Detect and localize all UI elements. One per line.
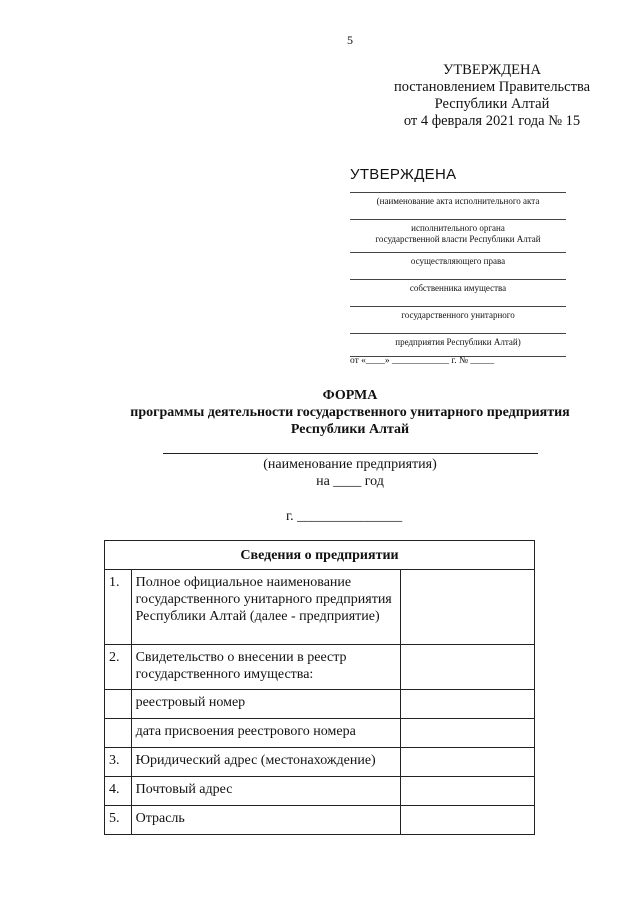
table-row: [105, 690, 535, 719]
row-value-cell[interactable]: [401, 570, 535, 645]
approval-stamp: [372, 62, 612, 130]
signature-caption: (наименование акта исполнительного акта: [350, 192, 566, 209]
row-number: 5.: [105, 806, 132, 835]
enterprise-name-caption-block: [0, 456, 640, 490]
table-row: [105, 806, 535, 835]
row-label: Юридический адрес (местонахождение): [131, 748, 400, 777]
form-subtitle-line-1: программы деятельности государственного унитарного предприятия: [130, 405, 570, 420]
row-value-cell[interactable]: [401, 690, 535, 719]
page-number: 5: [347, 33, 353, 47]
row-label: Свидетельство о внесении в реестр государственного имущества:: [131, 645, 400, 690]
table-row: [105, 748, 535, 777]
signature-caption: собственника имущества: [350, 279, 566, 296]
row-value-cell[interactable]: [401, 806, 535, 835]
table-header: Сведения о предприятии: [105, 541, 535, 570]
form-subtitle-line-2: Республики Алтай: [290, 422, 410, 437]
table-row: [105, 719, 535, 748]
approval-line-2: Республики Алтай: [434, 96, 550, 112]
table-row: [105, 645, 535, 690]
row-number: 2.: [105, 645, 132, 690]
signature-caption: исполнительного органа: [411, 223, 505, 233]
row-number: [105, 690, 132, 719]
row-label: реестровый номер: [131, 690, 400, 719]
signature-caption: предприятия Республики Алтай): [350, 333, 566, 350]
city-line: г. _______________: [286, 509, 403, 524]
approval-date-line: от «____» ____________ г. № _____: [350, 356, 495, 366]
enterprise-name-field[interactable]: [163, 453, 538, 454]
signature-caption-group: [350, 219, 566, 247]
form-heading: [0, 387, 640, 438]
row-value-cell[interactable]: [401, 645, 535, 690]
year-line: на ____ год: [316, 474, 384, 489]
row-number: [105, 719, 132, 748]
signature-caption: государственного унитарного: [350, 306, 566, 323]
approval-signature-block: [350, 192, 566, 358]
table-row: [105, 777, 535, 806]
approval-form-title: УТВЕРЖДЕНА: [350, 166, 457, 183]
table-header-row: [105, 541, 535, 570]
row-value-cell[interactable]: [401, 777, 535, 806]
form-title: ФОРМА: [322, 388, 378, 403]
signature-caption: государственной власти Республики Алтай: [375, 234, 541, 244]
approval-title: УТВЕРЖДЕНА: [443, 62, 541, 78]
row-value-cell[interactable]: [401, 748, 535, 777]
row-value-cell[interactable]: [401, 719, 535, 748]
row-label: Отрасль: [131, 806, 400, 835]
row-number: 1.: [105, 570, 132, 645]
signature-caption: осуществляющего права: [350, 252, 566, 269]
row-label: дата присвоения реестрового номера: [131, 719, 400, 748]
approval-line-3: от 4 февраля 2021 года № 15: [403, 113, 581, 129]
row-number: 4.: [105, 777, 132, 806]
row-label: Полное официальное наименование государственного унитарного предприятия Республики Алтай (далее - предприятие): [131, 570, 400, 645]
row-label: Почтовый адрес: [131, 777, 400, 806]
enterprise-info-table: [104, 540, 535, 835]
table-row: [105, 570, 535, 645]
row-number: 3.: [105, 748, 132, 777]
enterprise-name-caption: (наименование предприятия): [263, 457, 437, 472]
approval-line-1: постановлением Правительства: [393, 79, 591, 95]
